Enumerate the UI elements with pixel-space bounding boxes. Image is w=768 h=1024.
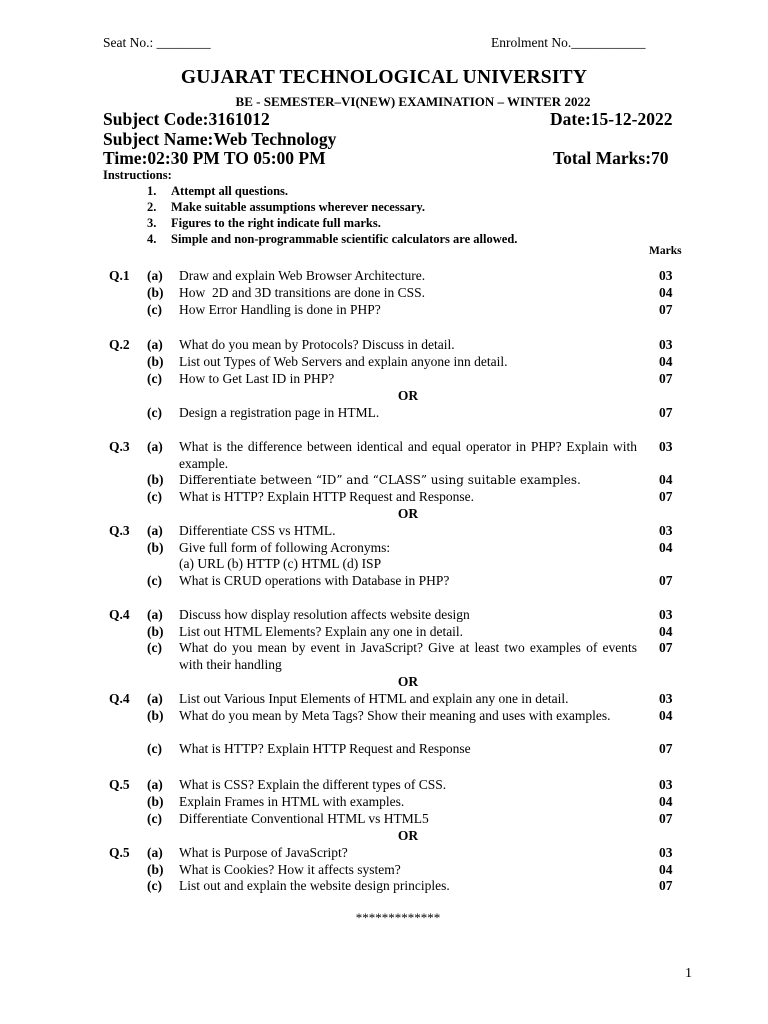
question-part: (c) — [147, 489, 162, 504]
question-number: Q.1 — [109, 268, 130, 283]
question-text: How to Get Last ID in PHP? — [179, 371, 335, 386]
question-part: (c) — [147, 405, 162, 420]
exam-title: BE - SEMESTER–VI(NEW) EXAMINATION – WINTER 2022 — [235, 94, 591, 109]
question-marks: 04 — [659, 794, 673, 809]
total-marks: Total Marks:70 — [553, 148, 669, 168]
question-marks: 07 — [659, 878, 673, 893]
or-divider: OR — [397, 388, 419, 403]
question-part: (b) — [147, 354, 164, 369]
question-marks: 03 — [659, 691, 673, 706]
question-text: Draw and explain Web Browser Architecture. — [179, 268, 426, 283]
question-part: (a) — [147, 268, 163, 283]
question-text: Discuss how display resolution affects website design — [179, 607, 470, 622]
question-text: How Error Handling is done in PHP? — [179, 302, 381, 317]
question-text: Give full form of following Acronyms: — [179, 540, 391, 555]
instruction-item — [147, 231, 517, 247]
question-text: Differentiate CSS vs HTML. — [179, 523, 336, 538]
question-marks: 04 — [659, 540, 673, 555]
question-text: Differentiate Conventional HTML vs HTML5 — [179, 811, 429, 826]
question-number: Q.5 — [109, 777, 130, 792]
question-text: What is the difference between identical and equal operator in PHP? Explain with example. — [179, 439, 637, 471]
marks-column-heading: Marks — [649, 245, 682, 257]
question-marks: 03 — [659, 845, 673, 860]
instructions-list — [147, 183, 517, 247]
question-text: What is CSS? Explain the different types of CSS. — [179, 777, 447, 792]
question-marks: 07 — [659, 640, 673, 655]
question-text: What is HTTP? Explain HTTP Request and Response. — [179, 489, 474, 504]
question-part: (b) — [147, 708, 164, 723]
instruction-item — [147, 183, 517, 199]
question-marks: 07 — [659, 741, 673, 756]
instruction-number: 3. — [147, 216, 157, 230]
question-marks: 04 — [659, 285, 673, 300]
question-text: What is Cookies? How it affects system? — [179, 862, 401, 877]
question-text: List out Types of Web Servers and explain anyone inn detail. — [179, 354, 508, 369]
question-part: (c) — [147, 878, 162, 893]
question-part: (a) — [147, 691, 163, 706]
university-title: GUJARAT TECHNOLOGICAL UNIVERSITY — [180, 67, 588, 88]
question-text: What do you mean by event in JavaScript? Give at least two examples of events with their handling — [179, 640, 637, 672]
question-marks: 07 — [659, 811, 673, 826]
question-number: Q.5 — [109, 845, 130, 860]
exam-time: Time:02:30 PM TO 05:00 PM — [103, 148, 326, 168]
question-number: Q.3 — [109, 439, 130, 454]
instruction-text: Attempt all questions. — [171, 184, 289, 198]
question-text: What do you mean by Protocols? Discuss in detail. — [179, 337, 455, 352]
instruction-item — [147, 215, 517, 231]
question-part: (b) — [147, 862, 164, 877]
subject-name: Subject Name:Web Technology — [103, 129, 337, 149]
question-part: (c) — [147, 371, 162, 386]
question-text-continued: (a) URL (b) HTTP (c) HTML (d) ISP — [179, 556, 382, 571]
question-part: (a) — [147, 439, 163, 454]
question-part: (c) — [147, 741, 162, 756]
instruction-number: 1. — [147, 184, 157, 198]
question-marks: 03 — [659, 268, 673, 283]
instruction-item — [147, 199, 517, 215]
instruction-number: 4. — [147, 232, 157, 246]
question-part: (b) — [147, 540, 164, 555]
question-number: Q.4 — [109, 691, 130, 706]
or-divider: OR — [397, 674, 419, 689]
question-text: Differentiate between “ID” and “CLASS” using suitable examples. — [179, 473, 581, 487]
question-part: (c) — [147, 811, 162, 826]
question-number: Q.2 — [109, 337, 130, 352]
question-part: (b) — [147, 624, 164, 639]
question-marks: 04 — [659, 624, 673, 639]
question-text: List out and explain the website design principles. — [179, 878, 450, 893]
page-number: 1 — [685, 966, 692, 981]
question-marks: 03 — [659, 607, 673, 622]
question-text: What is HTTP? Explain HTTP Request and Response — [179, 741, 471, 756]
question-text: Design a registration page in HTML. — [179, 405, 380, 420]
question-marks: 04 — [659, 862, 673, 877]
question-part: (c) — [147, 302, 162, 317]
enrolment-number-field: Enrolment No.___________ — [491, 35, 646, 50]
instruction-text: Simple and non-programmable scientific calculators are allowed. — [171, 232, 518, 246]
question-part: (b) — [147, 285, 164, 300]
question-part: (b) — [147, 794, 164, 809]
question-marks: 07 — [659, 302, 673, 317]
question-part: (c) — [147, 573, 162, 588]
question-part: (b) — [147, 472, 164, 487]
question-marks: 04 — [659, 708, 673, 723]
question-marks: 03 — [659, 337, 673, 352]
question-number: Q.4 — [109, 607, 130, 622]
question-marks: 03 — [659, 523, 673, 538]
question-text: List out Various Input Elements of HTML and explain any one in detail. — [179, 691, 569, 706]
question-text: What is CRUD operations with Database in PHP? — [179, 573, 450, 588]
or-divider: OR — [397, 506, 419, 521]
question-number: Q.3 — [109, 523, 130, 538]
question-part: (a) — [147, 777, 163, 792]
instruction-text: Figures to the right indicate full marks. — [171, 216, 381, 230]
question-marks: 07 — [659, 371, 673, 386]
question-text: What is Purpose of JavaScript? — [179, 845, 348, 860]
question-marks: 04 — [659, 354, 673, 369]
question-part: (a) — [147, 523, 163, 538]
instruction-number: 2. — [147, 200, 157, 214]
question-marks: 07 — [659, 405, 673, 420]
question-marks: 03 — [659, 439, 673, 454]
exam-date: Date:15-12-2022 — [550, 109, 673, 129]
question-marks: 07 — [659, 489, 673, 504]
or-divider: OR — [397, 828, 419, 843]
seat-number-field: Seat No.: ________ — [103, 35, 211, 50]
question-part: (a) — [147, 607, 163, 622]
question-marks: 04 — [659, 472, 673, 487]
question-text: List out HTML Elements? Explain any one in detail. — [179, 624, 464, 639]
question-text: Explain Frames in HTML with examples. — [179, 794, 405, 809]
question-part: (a) — [147, 337, 163, 352]
question-text: How 2D and 3D transitions are done in CSS. — [179, 285, 425, 300]
subject-code: Subject Code:3161012 — [103, 109, 270, 129]
question-part: (c) — [147, 640, 162, 655]
end-of-paper-stars: ************* — [355, 910, 441, 925]
question-part: (a) — [147, 845, 163, 860]
instruction-text: Make suitable assumptions wherever necessary. — [171, 200, 426, 214]
question-marks: 07 — [659, 573, 673, 588]
instructions-heading: Instructions: — [103, 168, 172, 182]
question-marks: 03 — [659, 777, 673, 792]
question-text: What do you mean by Meta Tags? Show their meaning and uses with examples. — [179, 708, 611, 723]
